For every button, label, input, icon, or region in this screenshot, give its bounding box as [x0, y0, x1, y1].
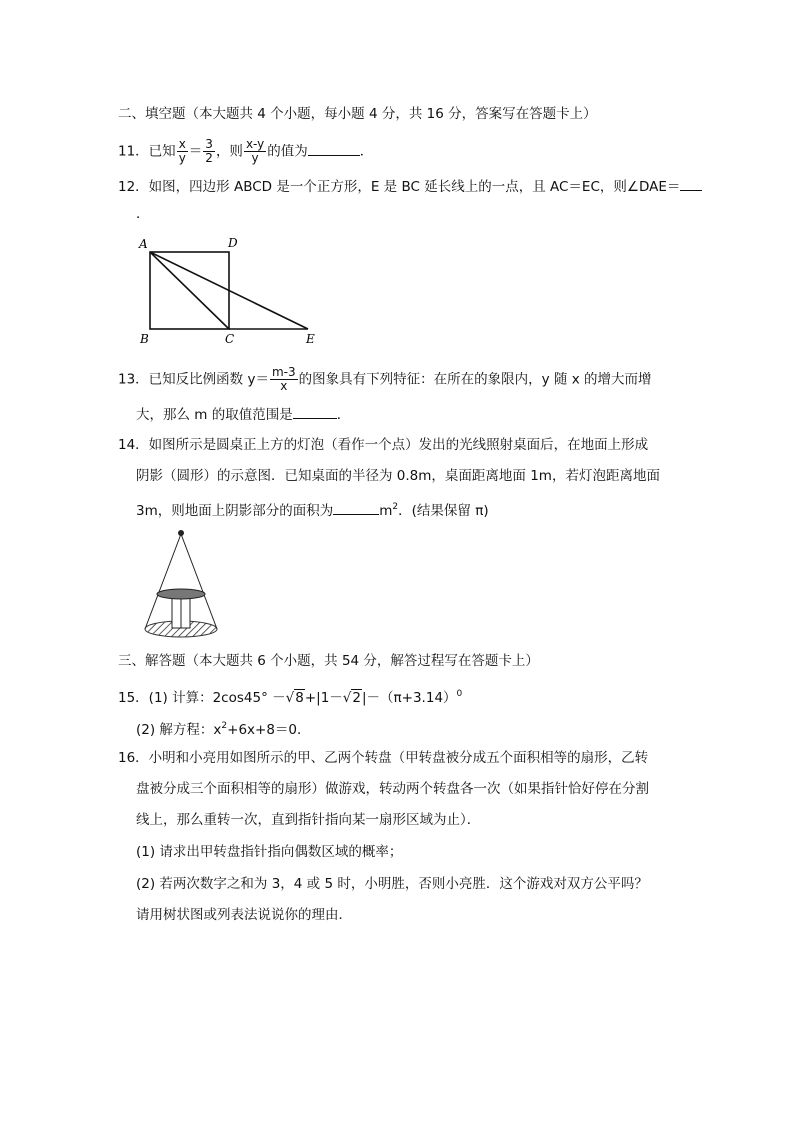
label-b: B	[140, 332, 149, 346]
label-e: E	[306, 332, 315, 346]
q11-fraction-expression: $\frac{x-y}{y}$	[245, 137, 265, 165]
q15-p1-text-c: |－（π+3.14）	[361, 690, 457, 706]
section-3-heading: 三、解答题（本大题共 6 个小题，共 54 分，解答过程写在答题卡上）	[118, 653, 539, 669]
q15-p1-text-a: 15．(1) 计算：2cos45° －	[118, 690, 286, 706]
label-c: C	[225, 332, 235, 346]
q15-p2-text-b: +6x+8＝0．	[227, 722, 311, 738]
label-a: A	[139, 237, 148, 251]
q13-fraction: $\frac{m-3}{x}$	[271, 365, 296, 393]
q12-square-figure	[136, 232, 336, 348]
question-15-part-2	[136, 716, 311, 740]
q15-p1-text-b: +|1－	[304, 690, 343, 706]
q14-line3-text: 3m，则地面上阴影部分的面积为	[136, 503, 334, 519]
question-12-line-2: ．	[136, 206, 150, 222]
sqrt-2: √2	[342, 690, 361, 706]
q13-prefix: 13．已知反比例函数 y＝	[118, 371, 269, 388]
question-16-line-3: 线上，那么重转一次，直到指针指向某一扇形区域为止）．	[136, 812, 481, 828]
q11-suffix: 的值为	[267, 143, 308, 160]
q11-answer-blank[interactable]	[308, 141, 360, 156]
diagonal-ac	[150, 252, 229, 329]
q11-equals: ＝	[188, 143, 203, 160]
question-12-line-1	[118, 176, 702, 197]
section-2-heading: 二、填空题（本大题共 4 个小题，每小题 4 分，共 16 分，答案写在答题卡上）	[118, 106, 597, 122]
q14-lamp-table-figure	[140, 526, 230, 642]
question-16-sub-2-cont: 请用树状图或列表法说说你的理由．	[136, 907, 352, 923]
q14-line3-end: ．(结果保留 π)	[398, 503, 489, 519]
q13-line2-text: 大，那么 m 的取值范围是	[136, 407, 293, 423]
q13-suffix: 的图象具有下列特征：在所在的象限内，y 随 x 的增大而增	[298, 371, 652, 388]
question-16-line-2: 盘被分成三个面积相等的扇形）做游戏，转动两个转盘各一次（如果指针恰好停在分割	[136, 781, 649, 797]
table-top	[157, 589, 205, 599]
question-15-part-1	[118, 684, 462, 708]
q11-fraction-x-over-y: $\frac{x}{y}$	[178, 137, 186, 165]
question-13-line-1	[118, 366, 651, 393]
question-16-line-1: 16．小明和小亮用如图所示的甲、乙两个转盘（甲转盘被分成五个面积相等的扇形，乙转	[118, 750, 649, 766]
lamp-bulb-icon	[178, 530, 184, 536]
question-11	[118, 138, 373, 165]
q14-answer-blank[interactable]	[333, 500, 379, 515]
q11-fraction-3-over-2: $\frac{3}{2}$	[205, 137, 213, 165]
q15-zero-exponent: 0	[456, 689, 463, 699]
question-14-line-1: 14．如图所示是圆桌正上方的灯泡（看作一个点）发出的光线照射桌面后，在地面上形成	[118, 437, 649, 453]
q13-end: ．	[336, 407, 351, 423]
label-d: D	[228, 236, 238, 250]
question-14-line-2: 阴影（圆形）的示意图．已知桌面的半径为 0.8m，桌面距离地面 1m，若灯泡距离地面	[136, 468, 660, 484]
q12-answer-blank[interactable]	[680, 176, 702, 191]
q11-end: ．	[359, 143, 374, 160]
question-16-sub-2: (2) 若两次数字之和为 3，4 或 5 时，小明胜，否则小亮胜．这个游戏对双方公平吗？	[136, 876, 648, 892]
q15-p2-exponent: 2	[221, 721, 228, 731]
q11-prefix: 11．已知	[118, 143, 176, 160]
q14-unit-exponent: 2	[392, 502, 399, 512]
question-16-sub-1: (1) 请求出甲转盘指针指向偶数区域的概率；	[136, 844, 403, 860]
question-14-line-3	[136, 497, 489, 521]
question-13-line-2	[136, 404, 350, 425]
q13-answer-blank[interactable]	[293, 404, 337, 419]
q11-mid: ，则	[215, 143, 243, 160]
sqrt-8: √8	[285, 690, 304, 706]
q15-p2-text-a: (2) 解方程：x	[136, 722, 222, 738]
q14-unit: m	[379, 503, 393, 519]
q12-text: 12．如图，四边形 ABCD 是一个正方形，E 是 BC 延长线上的一点，且 AC＝EC，则∠DAE＝	[118, 179, 681, 195]
